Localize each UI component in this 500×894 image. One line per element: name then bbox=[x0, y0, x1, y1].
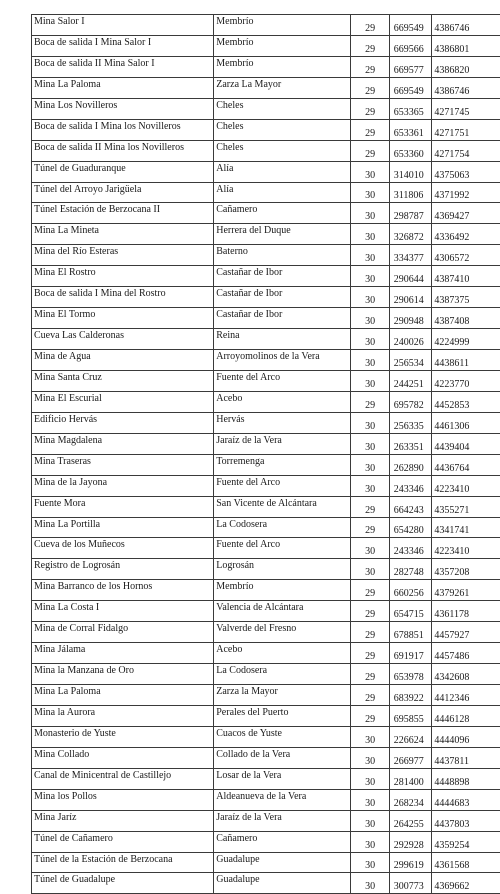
site-name-cell: Túnel del Arroyo Jarigüela bbox=[32, 182, 214, 203]
municipality-cell: Aldeanueva de la Vera bbox=[214, 789, 351, 810]
site-name-cell: Mina Salor I bbox=[32, 15, 214, 36]
utm-x-cell: 256534 bbox=[389, 350, 432, 371]
site-name-cell: Mina Collado bbox=[32, 747, 214, 768]
utm-x-cell: 240026 bbox=[389, 329, 432, 350]
utm-zone-cell: 29 bbox=[351, 15, 389, 36]
site-name-cell: Mina Jaríz bbox=[32, 810, 214, 831]
municipality-cell: Cañamero bbox=[214, 831, 351, 852]
utm-zone-cell: 30 bbox=[351, 182, 389, 203]
utm-y-cell: 4379261 bbox=[432, 580, 500, 601]
utm-x-cell: 683922 bbox=[389, 685, 432, 706]
municipality-cell: Fuente del Arco bbox=[214, 475, 351, 496]
municipality-cell: Valencia de Alcántara bbox=[214, 601, 351, 622]
utm-y-cell: 4361178 bbox=[432, 601, 500, 622]
site-name-cell: Mina la Aurora bbox=[32, 705, 214, 726]
municipality-cell: Castañar de Ibor bbox=[214, 266, 351, 287]
municipality-cell: Herrera del Duque bbox=[214, 224, 351, 245]
table-row bbox=[32, 98, 500, 119]
utm-x-cell: 243346 bbox=[389, 538, 432, 559]
table-row bbox=[32, 140, 500, 161]
site-name-cell: Mina El Escurial bbox=[32, 391, 214, 412]
site-name-cell: Boca de salida I Mina del Rostro bbox=[32, 287, 214, 308]
municipality-cell: Reina bbox=[214, 329, 351, 350]
utm-zone-cell: 30 bbox=[351, 224, 389, 245]
site-name-cell: Mina La Mineta bbox=[32, 224, 214, 245]
table-row bbox=[32, 15, 500, 36]
municipality-cell: Collado de la Vera bbox=[214, 747, 351, 768]
site-name-cell: Mina Los Novilleros bbox=[32, 98, 214, 119]
site-name-cell: Fuente Mora bbox=[32, 496, 214, 517]
utm-y-cell: 4457486 bbox=[432, 643, 500, 664]
utm-y-cell: 4444096 bbox=[432, 726, 500, 747]
site-name-cell: Boca de salida II Mina Salor I bbox=[32, 56, 214, 77]
utm-y-cell: 4387375 bbox=[432, 287, 500, 308]
site-name-cell: Túnel de Cañamero bbox=[32, 831, 214, 852]
municipality-cell: Acebo bbox=[214, 643, 351, 664]
utm-y-cell: 4438611 bbox=[432, 350, 500, 371]
utm-zone-cell: 30 bbox=[351, 768, 389, 789]
utm-y-cell: 4271745 bbox=[432, 98, 500, 119]
table-row bbox=[32, 538, 500, 559]
utm-y-cell: 4359254 bbox=[432, 831, 500, 852]
municipality-cell: Membrío bbox=[214, 580, 351, 601]
table-row bbox=[32, 726, 500, 747]
utm-zone-cell: 29 bbox=[351, 601, 389, 622]
utm-zone-cell: 29 bbox=[351, 705, 389, 726]
utm-zone-cell: 29 bbox=[351, 56, 389, 77]
municipality-cell: Membrío bbox=[214, 35, 351, 56]
utm-zone-cell: 30 bbox=[351, 454, 389, 475]
utm-x-cell: 669549 bbox=[389, 15, 432, 36]
table-row bbox=[32, 580, 500, 601]
table-row bbox=[32, 517, 500, 538]
municipality-cell: Membrío bbox=[214, 56, 351, 77]
municipality-cell: Guadalupe bbox=[214, 873, 351, 894]
table-row bbox=[32, 287, 500, 308]
table-row bbox=[32, 454, 500, 475]
utm-x-cell: 282748 bbox=[389, 559, 432, 580]
municipality-cell: San Vicente de Alcántara bbox=[214, 496, 351, 517]
table-row bbox=[32, 350, 500, 371]
utm-zone-cell: 29 bbox=[351, 391, 389, 412]
utm-x-cell: 653360 bbox=[389, 140, 432, 161]
site-name-cell: Canal de Minicentral de Castillejo bbox=[32, 768, 214, 789]
municipality-cell: Jaraíz de la Vera bbox=[214, 810, 351, 831]
municipality-cell: Acebo bbox=[214, 391, 351, 412]
utm-zone-cell: 29 bbox=[351, 496, 389, 517]
utm-x-cell: 243346 bbox=[389, 475, 432, 496]
site-name-cell: Mina del Río Esteras bbox=[32, 245, 214, 266]
utm-y-cell: 4361568 bbox=[432, 852, 500, 873]
utm-zone-cell: 30 bbox=[351, 810, 389, 831]
utm-x-cell: 290644 bbox=[389, 266, 432, 287]
municipality-cell: Valverde del Fresno bbox=[214, 622, 351, 643]
municipality-cell: Logrosán bbox=[214, 559, 351, 580]
table-row bbox=[32, 601, 500, 622]
utm-zone-cell: 30 bbox=[351, 747, 389, 768]
municipality-cell: La Codosera bbox=[214, 517, 351, 538]
site-table bbox=[31, 14, 500, 894]
utm-y-cell: 4355271 bbox=[432, 496, 500, 517]
utm-y-cell: 4386820 bbox=[432, 56, 500, 77]
utm-y-cell: 4341741 bbox=[432, 517, 500, 538]
utm-x-cell: 300773 bbox=[389, 873, 432, 894]
table-row bbox=[32, 308, 500, 329]
utm-zone-cell: 29 bbox=[351, 119, 389, 140]
utm-y-cell: 4439404 bbox=[432, 433, 500, 454]
utm-y-cell: 4387408 bbox=[432, 308, 500, 329]
table-row bbox=[32, 873, 500, 894]
table-row bbox=[32, 685, 500, 706]
utm-x-cell: 262890 bbox=[389, 454, 432, 475]
utm-x-cell: 281400 bbox=[389, 768, 432, 789]
utm-zone-cell: 30 bbox=[351, 161, 389, 182]
site-name-cell: Mina la Manzana de Oro bbox=[32, 664, 214, 685]
site-name-cell: Mina El Tormo bbox=[32, 308, 214, 329]
site-name-cell: Cueva Las Calderonas bbox=[32, 329, 214, 350]
utm-x-cell: 268234 bbox=[389, 789, 432, 810]
utm-x-cell: 695782 bbox=[389, 391, 432, 412]
table-row bbox=[32, 810, 500, 831]
utm-x-cell: 678851 bbox=[389, 622, 432, 643]
utm-y-cell: 4342608 bbox=[432, 664, 500, 685]
site-name-cell: Boca de salida II Mina los Novilleros bbox=[32, 140, 214, 161]
site-name-cell: Mina los Pollos bbox=[32, 789, 214, 810]
table-row bbox=[32, 433, 500, 454]
utm-y-cell: 4437803 bbox=[432, 810, 500, 831]
municipality-cell: Alía bbox=[214, 182, 351, 203]
table-row bbox=[32, 831, 500, 852]
site-name-cell: Boca de salida I Mina Salor I bbox=[32, 35, 214, 56]
utm-y-cell: 4386746 bbox=[432, 15, 500, 36]
utm-x-cell: 695855 bbox=[389, 705, 432, 726]
municipality-cell: Cheles bbox=[214, 119, 351, 140]
utm-zone-cell: 30 bbox=[351, 329, 389, 350]
site-table-body bbox=[32, 15, 500, 894]
municipality-cell: Perales del Puerto bbox=[214, 705, 351, 726]
utm-zone-cell: 30 bbox=[351, 789, 389, 810]
site-name-cell: Túnel de Guaduranque bbox=[32, 161, 214, 182]
utm-zone-cell: 30 bbox=[351, 852, 389, 873]
utm-y-cell: 4437811 bbox=[432, 747, 500, 768]
utm-zone-cell: 30 bbox=[351, 831, 389, 852]
municipality-cell: Guadalupe bbox=[214, 852, 351, 873]
utm-zone-cell: 30 bbox=[351, 370, 389, 391]
table-row bbox=[32, 224, 500, 245]
table-row bbox=[32, 496, 500, 517]
utm-y-cell: 4457927 bbox=[432, 622, 500, 643]
table-row bbox=[32, 768, 500, 789]
utm-x-cell: 292928 bbox=[389, 831, 432, 852]
table-row bbox=[32, 182, 500, 203]
municipality-cell: Hervás bbox=[214, 412, 351, 433]
site-name-cell: Edificio Hervás bbox=[32, 412, 214, 433]
table-row bbox=[32, 329, 500, 350]
utm-zone-cell: 30 bbox=[351, 308, 389, 329]
site-name-cell: Registro de Logrosán bbox=[32, 559, 214, 580]
utm-x-cell: 654280 bbox=[389, 517, 432, 538]
site-name-cell: Mina La Portilla bbox=[32, 517, 214, 538]
utm-y-cell: 4336492 bbox=[432, 224, 500, 245]
utm-x-cell: 263351 bbox=[389, 433, 432, 454]
municipality-cell: Alía bbox=[214, 161, 351, 182]
table-row bbox=[32, 203, 500, 224]
utm-x-cell: 664243 bbox=[389, 496, 432, 517]
utm-zone-cell: 30 bbox=[351, 433, 389, 454]
municipality-cell: Jaraíz de la Vera bbox=[214, 433, 351, 454]
table-row bbox=[32, 664, 500, 685]
utm-y-cell: 4223410 bbox=[432, 538, 500, 559]
table-row bbox=[32, 643, 500, 664]
site-name-cell: Mina La Paloma bbox=[32, 77, 214, 98]
utm-zone-cell: 30 bbox=[351, 475, 389, 496]
site-name-cell: Túnel de Guadalupe bbox=[32, 873, 214, 894]
utm-y-cell: 4386746 bbox=[432, 77, 500, 98]
utm-x-cell: 653361 bbox=[389, 119, 432, 140]
table-row bbox=[32, 789, 500, 810]
table-row bbox=[32, 245, 500, 266]
site-name-cell: Mina de Agua bbox=[32, 350, 214, 371]
table-row bbox=[32, 370, 500, 391]
utm-y-cell: 4271754 bbox=[432, 140, 500, 161]
utm-y-cell: 4446128 bbox=[432, 705, 500, 726]
utm-zone-cell: 30 bbox=[351, 873, 389, 894]
utm-y-cell: 4371992 bbox=[432, 182, 500, 203]
site-name-cell: Túnel de la Estación de Berzocana bbox=[32, 852, 214, 873]
municipality-cell: Castañar de Ibor bbox=[214, 308, 351, 329]
utm-zone-cell: 29 bbox=[351, 622, 389, 643]
utm-x-cell: 669577 bbox=[389, 56, 432, 77]
utm-zone-cell: 29 bbox=[351, 643, 389, 664]
utm-x-cell: 653978 bbox=[389, 664, 432, 685]
utm-y-cell: 4306572 bbox=[432, 245, 500, 266]
utm-x-cell: 266977 bbox=[389, 747, 432, 768]
municipality-cell: Cheles bbox=[214, 140, 351, 161]
table-row bbox=[32, 56, 500, 77]
utm-zone-cell: 30 bbox=[351, 726, 389, 747]
utm-zone-cell: 29 bbox=[351, 77, 389, 98]
utm-x-cell: 299619 bbox=[389, 852, 432, 873]
site-name-cell: Mina La Paloma bbox=[32, 685, 214, 706]
table-row bbox=[32, 705, 500, 726]
utm-y-cell: 4436764 bbox=[432, 454, 500, 475]
table-row bbox=[32, 412, 500, 433]
utm-zone-cell: 29 bbox=[351, 664, 389, 685]
utm-x-cell: 264255 bbox=[389, 810, 432, 831]
utm-x-cell: 669549 bbox=[389, 77, 432, 98]
table-row bbox=[32, 391, 500, 412]
table-row bbox=[32, 622, 500, 643]
utm-x-cell: 326872 bbox=[389, 224, 432, 245]
utm-x-cell: 334377 bbox=[389, 245, 432, 266]
utm-zone-cell: 29 bbox=[351, 685, 389, 706]
site-name-cell: Cueva de los Muñecos bbox=[32, 538, 214, 559]
municipality-cell: Arroyomolinos de la Vera bbox=[214, 350, 351, 371]
utm-y-cell: 4461306 bbox=[432, 412, 500, 433]
utm-y-cell: 4357208 bbox=[432, 559, 500, 580]
utm-zone-cell: 30 bbox=[351, 287, 389, 308]
utm-x-cell: 256335 bbox=[389, 412, 432, 433]
utm-zone-cell: 30 bbox=[351, 266, 389, 287]
utm-zone-cell: 30 bbox=[351, 538, 389, 559]
site-name-cell: Boca de salida I Mina los Novilleros bbox=[32, 119, 214, 140]
municipality-cell: Fuente del Arco bbox=[214, 538, 351, 559]
utm-y-cell: 4412346 bbox=[432, 685, 500, 706]
site-name-cell: Mina Traseras bbox=[32, 454, 214, 475]
table-row bbox=[32, 747, 500, 768]
utm-zone-cell: 30 bbox=[351, 245, 389, 266]
utm-zone-cell: 30 bbox=[351, 203, 389, 224]
utm-y-cell: 4387410 bbox=[432, 266, 500, 287]
municipality-cell: Membrío bbox=[214, 15, 351, 36]
table-row bbox=[32, 559, 500, 580]
utm-x-cell: 298787 bbox=[389, 203, 432, 224]
utm-x-cell: 226624 bbox=[389, 726, 432, 747]
table-row bbox=[32, 852, 500, 873]
municipality-cell: Fuente del Arco bbox=[214, 370, 351, 391]
utm-x-cell: 691917 bbox=[389, 643, 432, 664]
municipality-cell: Losar de la Vera bbox=[214, 768, 351, 789]
utm-zone-cell: 29 bbox=[351, 580, 389, 601]
utm-zone-cell: 30 bbox=[351, 559, 389, 580]
utm-y-cell: 4369662 bbox=[432, 873, 500, 894]
utm-y-cell: 4223770 bbox=[432, 370, 500, 391]
utm-y-cell: 4223410 bbox=[432, 475, 500, 496]
utm-zone-cell: 29 bbox=[351, 517, 389, 538]
utm-x-cell: 660256 bbox=[389, 580, 432, 601]
site-name-cell: Mina de la Jayona bbox=[32, 475, 214, 496]
municipality-cell: Zarza la Mayor bbox=[214, 685, 351, 706]
utm-y-cell: 4386801 bbox=[432, 35, 500, 56]
site-name-cell: Mina Magdalena bbox=[32, 433, 214, 454]
site-name-cell: Mina La Costa I bbox=[32, 601, 214, 622]
municipality-cell: Cheles bbox=[214, 98, 351, 119]
utm-x-cell: 290948 bbox=[389, 308, 432, 329]
municipality-cell: Baterno bbox=[214, 245, 351, 266]
utm-y-cell: 4224999 bbox=[432, 329, 500, 350]
municipality-cell: Zarza La Mayor bbox=[214, 77, 351, 98]
utm-x-cell: 244251 bbox=[389, 370, 432, 391]
site-name-cell: Túnel Estación de Berzocana II bbox=[32, 203, 214, 224]
site-name-cell: Monasterio de Yuste bbox=[32, 726, 214, 747]
utm-y-cell: 4448898 bbox=[432, 768, 500, 789]
site-name-cell: Mina Barranco de los Hornos bbox=[32, 580, 214, 601]
table-row bbox=[32, 475, 500, 496]
utm-y-cell: 4271751 bbox=[432, 119, 500, 140]
utm-y-cell: 4444683 bbox=[432, 789, 500, 810]
municipality-cell: Cuacos de Yuste bbox=[214, 726, 351, 747]
site-name-cell: Mina de Corral Fidalgo bbox=[32, 622, 214, 643]
utm-zone-cell: 29 bbox=[351, 140, 389, 161]
utm-x-cell: 669566 bbox=[389, 35, 432, 56]
site-name-cell: Mina El Rostro bbox=[32, 266, 214, 287]
municipality-cell: La Codosera bbox=[214, 664, 351, 685]
municipality-cell: Cañamero bbox=[214, 203, 351, 224]
utm-x-cell: 653365 bbox=[389, 98, 432, 119]
table-row bbox=[32, 161, 500, 182]
utm-y-cell: 4375063 bbox=[432, 161, 500, 182]
table-row bbox=[32, 266, 500, 287]
site-name-cell: Mina Santa Cruz bbox=[32, 370, 214, 391]
utm-zone-cell: 29 bbox=[351, 98, 389, 119]
utm-x-cell: 314010 bbox=[389, 161, 432, 182]
utm-x-cell: 654715 bbox=[389, 601, 432, 622]
utm-y-cell: 4369427 bbox=[432, 203, 500, 224]
utm-zone-cell: 29 bbox=[351, 35, 389, 56]
utm-zone-cell: 30 bbox=[351, 350, 389, 371]
utm-x-cell: 311806 bbox=[389, 182, 432, 203]
municipality-cell: Torremenga bbox=[214, 454, 351, 475]
table-row bbox=[32, 35, 500, 56]
site-name-cell: Mina Jálama bbox=[32, 643, 214, 664]
table-row bbox=[32, 119, 500, 140]
table-row bbox=[32, 77, 500, 98]
utm-x-cell: 290614 bbox=[389, 287, 432, 308]
municipality-cell: Castañar de Ibor bbox=[214, 287, 351, 308]
utm-y-cell: 4452853 bbox=[432, 391, 500, 412]
utm-zone-cell: 30 bbox=[351, 412, 389, 433]
